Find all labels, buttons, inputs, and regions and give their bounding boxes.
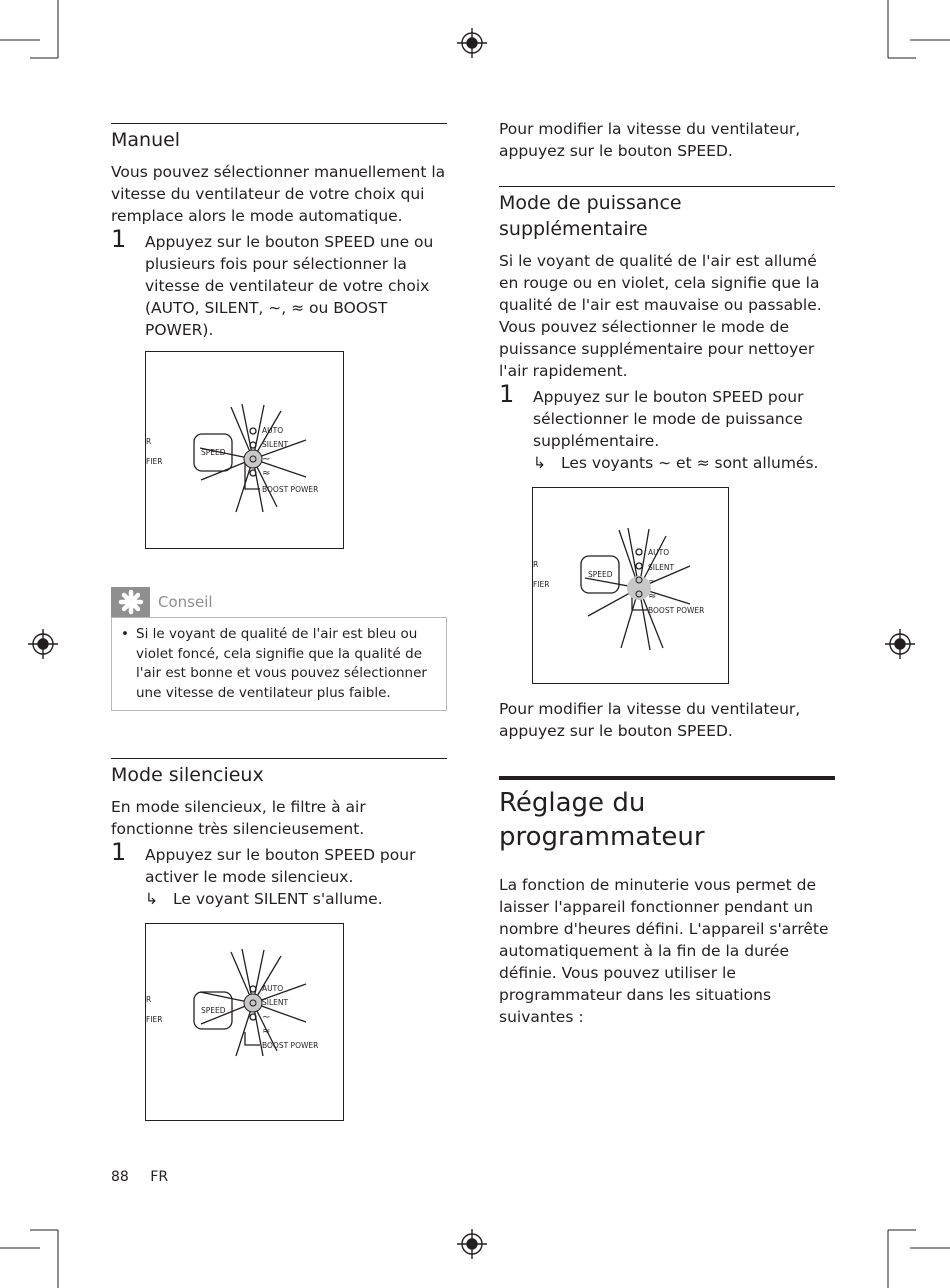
boost-intro: Si le voyant de qualité de l'air est allumé en rouge ou en violet, cela signifie que la qualité de l'air est mauvaise ou passable. Vous pouvez sélectionner le mode de puissance supplémentaire pour nettoyer l'air rapidement. — [499, 252, 822, 380]
speed-panel-figure-silent — [145, 923, 344, 1121]
wave1-label: ∼ — [648, 576, 657, 587]
timer-text: La fonction de minuterie vous permet de laisser l'appareil fonctionner pendant un nombre d'heures défini. L'appareil s'arrête automatiquement à la fin de la durée définie. Vous pouvez utiliser le programmateur dans les situations suivantes : — [499, 876, 829, 1026]
auto-label: AUTO — [262, 984, 284, 993]
auto-label: AUTO — [262, 426, 284, 435]
chapter-divider — [499, 776, 835, 780]
step-number: 1 — [111, 225, 127, 253]
silent-label: SILENT — [262, 998, 289, 1007]
tip-label: Conseil — [158, 593, 213, 611]
wave2-label: ≈ — [648, 591, 657, 602]
silent-result — [145, 888, 447, 910]
tip-asterisk-icon — [111, 587, 150, 617]
manual-step — [111, 225, 447, 341]
registration-mark-right — [885, 629, 915, 659]
silent-label: SILENT — [262, 440, 289, 449]
right-column — [499, 118, 835, 1028]
left-column — [111, 123, 447, 1121]
wave2-label: ≈ — [262, 468, 271, 479]
wave1-label: ∼ — [262, 1012, 271, 1023]
manual-title: Manuel — [111, 129, 181, 151]
silent-step — [111, 838, 447, 910]
speed-label: SPEED — [201, 1006, 226, 1015]
edge-label-r: R — [146, 995, 152, 1004]
step-number: 1 — [499, 380, 515, 408]
wave2-label: ≈ — [262, 1026, 271, 1037]
silent-label: SILENT — [648, 563, 675, 572]
page-footer — [111, 1169, 185, 1185]
edge-label-r: R — [533, 560, 539, 569]
edge-label-fier: FIER — [146, 1015, 163, 1024]
boost-label: BOOST POWER — [262, 485, 319, 494]
step-text: Appuyez sur le bouton SPEED une ou plusieurs fois pour sélectionner la vitesse de ventilateur de votre choix (AUTO, SILENT, ∼, ≈ ou BOOST POWER). — [145, 233, 434, 339]
boost-step — [499, 380, 835, 474]
section-divider — [499, 186, 835, 187]
language-code: FR — [150, 1169, 169, 1185]
boost-result — [533, 452, 835, 474]
boost-label: BOOST POWER — [262, 1041, 319, 1050]
modify-speed-text: Pour modifier la vitesse du ventilateur, appuyez sur le bouton SPEED. — [499, 120, 801, 160]
result-text: Le voyant SILENT s'allume. — [173, 890, 383, 908]
silent-title: Mode silencieux — [111, 764, 264, 786]
step-text: Appuyez sur le bouton SPEED pour activer le mode silencieux. — [145, 846, 416, 886]
step-text: Appuyez sur le bouton SPEED pour sélectionner le mode de puissance supplémentaire. — [533, 388, 804, 450]
silent-intro: En mode silencieux, le filtre à air fonctionne très silencieusement. — [111, 798, 366, 838]
wave1-label: ∼ — [262, 454, 271, 465]
timer-title: Réglage du programmateur — [499, 788, 705, 852]
tip-bullet: • — [121, 626, 129, 642]
crop-mark-bottom-right — [888, 1230, 950, 1288]
tip-box — [111, 617, 447, 711]
speed-panel-figure-boost — [532, 487, 729, 684]
edge-label-r: R — [146, 437, 152, 446]
modify-speed-text: Pour modifier la vitesse du ventilateur, appuyez sur le bouton SPEED. — [499, 700, 801, 740]
registration-mark-top — [457, 28, 487, 58]
tip-text: Si le voyant de qualité de l'air est bleu ou violet foncé, cela signifie que la qualité de l'air est bonne et vous pouvez sélectionner une vitesse de ventilateur plus faible. — [136, 626, 427, 701]
registration-mark-left — [28, 629, 58, 659]
auto-label: AUTO — [648, 548, 670, 557]
section-divider — [111, 758, 447, 759]
crop-mark-top-left — [0, 0, 58, 58]
result-arrow-icon: ↳ — [533, 454, 546, 472]
crop-mark-bottom-left — [0, 1230, 58, 1288]
speed-label: SPEED — [201, 448, 226, 457]
edge-label-fier: FIER — [146, 457, 163, 466]
tip-block — [111, 587, 447, 711]
boost-label: BOOST POWER — [648, 606, 705, 615]
result-arrow-icon: ↳ — [145, 890, 158, 908]
page-number: 88 — [111, 1169, 129, 1185]
edge-label-fier: FIER — [533, 580, 550, 589]
result-text: Les voyants ∼ et ≈ sont allumés. — [561, 454, 819, 472]
speed-panel-figure-manual — [145, 351, 344, 549]
manual-intro: Vous pouvez sélectionner manuellement la vitesse du ventilateur de votre choix qui remplace alors le mode automatique. — [111, 163, 446, 225]
section-divider — [111, 123, 447, 124]
speed-label: SPEED — [588, 570, 613, 579]
step-number: 1 — [111, 838, 127, 866]
crop-mark-top-right — [888, 0, 950, 58]
boost-title: Mode de puissance supplémentaire — [499, 192, 682, 240]
registration-mark-bottom — [457, 1229, 487, 1259]
